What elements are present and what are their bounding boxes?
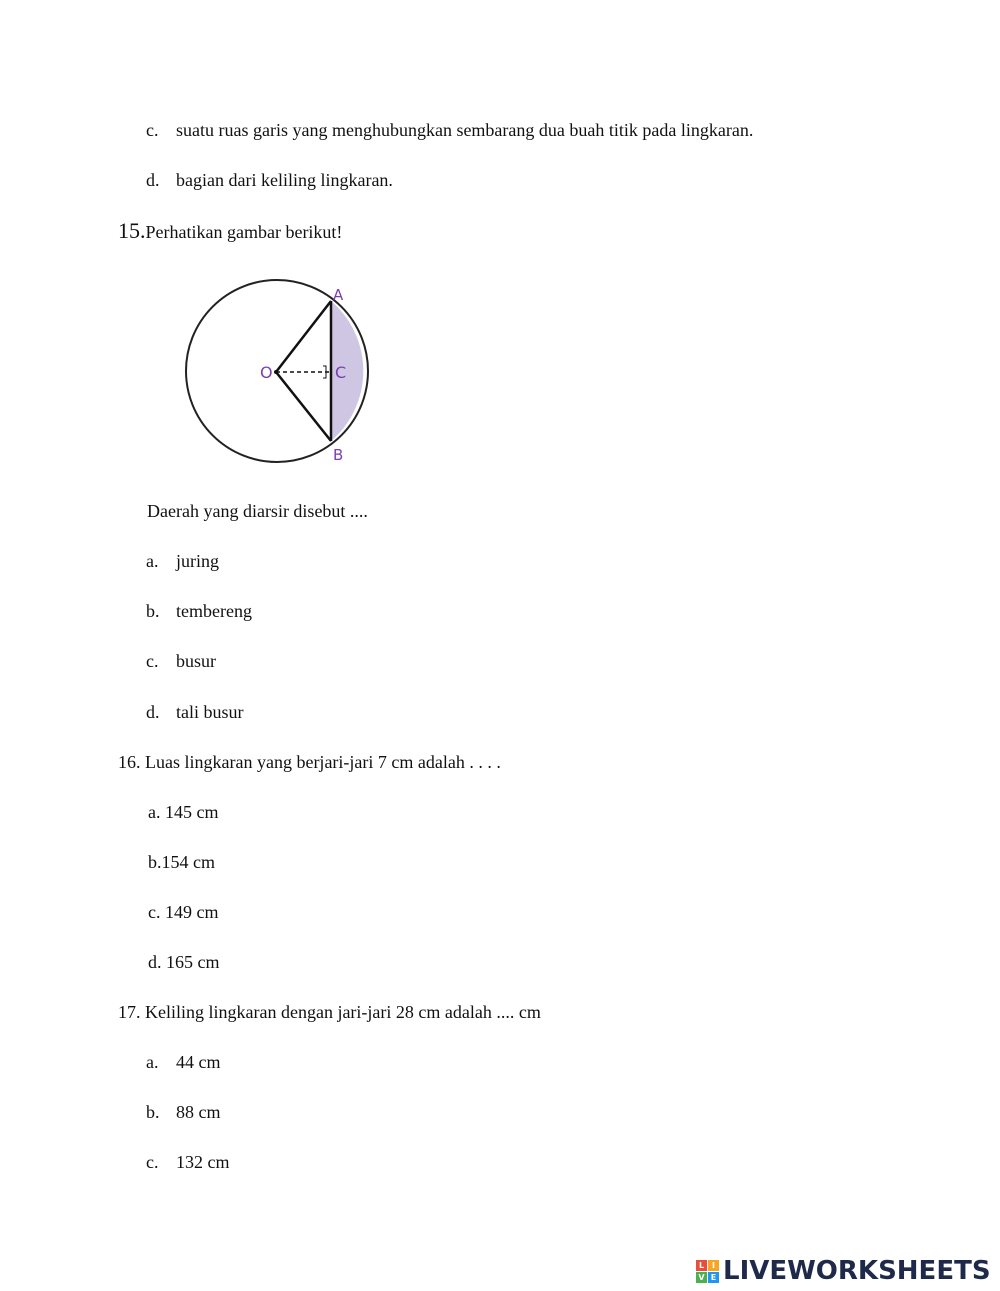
option-b-q17[interactable] (146, 1101, 221, 1123)
logo-letter: E (708, 1272, 719, 1283)
logo-letter: I (708, 1260, 719, 1271)
option-text: 132 cm (176, 1152, 230, 1172)
option-b-q15[interactable] (146, 600, 252, 622)
radius-ob (276, 372, 331, 441)
option-c-q17[interactable] (146, 1151, 230, 1173)
option-letter: b. (146, 1102, 160, 1122)
liveworksheets-logo[interactable] (696, 1253, 991, 1289)
question-15-text: Daerah yang diarsir disebut .... (147, 501, 368, 521)
option-c-q15[interactable] (146, 650, 216, 672)
option-text: 44 cm (176, 1052, 221, 1072)
question-text: Perhatikan gambar berikut! (145, 222, 343, 242)
question-15-prompt (118, 220, 342, 243)
logo-letter: V (696, 1272, 707, 1283)
option-letter: d. (146, 170, 160, 190)
label-o: O (260, 363, 273, 382)
option-b-q16[interactable]: b.154 cm (148, 852, 215, 872)
circle-segment-figure (180, 275, 380, 470)
option-text: suatu ruas garis yang menghubungkan sembarang dua buah titik pada lingkaran. (176, 120, 754, 140)
option-letter: d. (146, 702, 160, 722)
label-c: C (335, 363, 347, 382)
logo-letter: L (696, 1260, 707, 1271)
option-letter: c. (146, 1152, 159, 1172)
label-a: A (333, 286, 344, 304)
option-d-q14[interactable] (146, 169, 393, 191)
option-letter: a. (146, 551, 159, 571)
option-letter: c. (146, 120, 159, 140)
option-letter: a. (146, 1052, 159, 1072)
option-text: tali busur (176, 702, 244, 722)
logo-icon (696, 1260, 719, 1283)
option-a-q17[interactable] (146, 1051, 221, 1073)
question-16-prompt: 16. Luas lingkaran yang berjari-jari 7 cm adalah . . . . (118, 752, 501, 772)
option-text: 88 cm (176, 1102, 221, 1122)
option-letter: b. (146, 601, 160, 621)
radius-oa (276, 301, 331, 372)
option-text: juring (176, 551, 219, 571)
option-c-q16[interactable]: c. 149 cm (148, 902, 219, 922)
option-d-q15[interactable] (146, 701, 244, 723)
question-number: 15. (118, 218, 146, 243)
label-b: B (333, 446, 344, 464)
option-a-q15[interactable] (146, 550, 219, 572)
option-text: bagian dari keliling lingkaran. (176, 170, 393, 190)
option-text: tembereng (176, 601, 252, 621)
option-text: busur (176, 651, 216, 671)
question-17-prompt: 17. Keliling lingkaran dengan jari-jari 28 cm adalah .... cm (118, 1002, 541, 1022)
option-a-q16[interactable]: a. 145 cm (148, 802, 219, 822)
option-letter: c. (146, 651, 159, 671)
right-angle-mark (323, 366, 326, 378)
center-point (274, 370, 278, 374)
logo-text: LIVEWORKSHEETS (723, 1256, 991, 1286)
option-c-q14[interactable] (146, 119, 753, 141)
option-d-q16[interactable]: d. 165 cm (148, 952, 220, 972)
